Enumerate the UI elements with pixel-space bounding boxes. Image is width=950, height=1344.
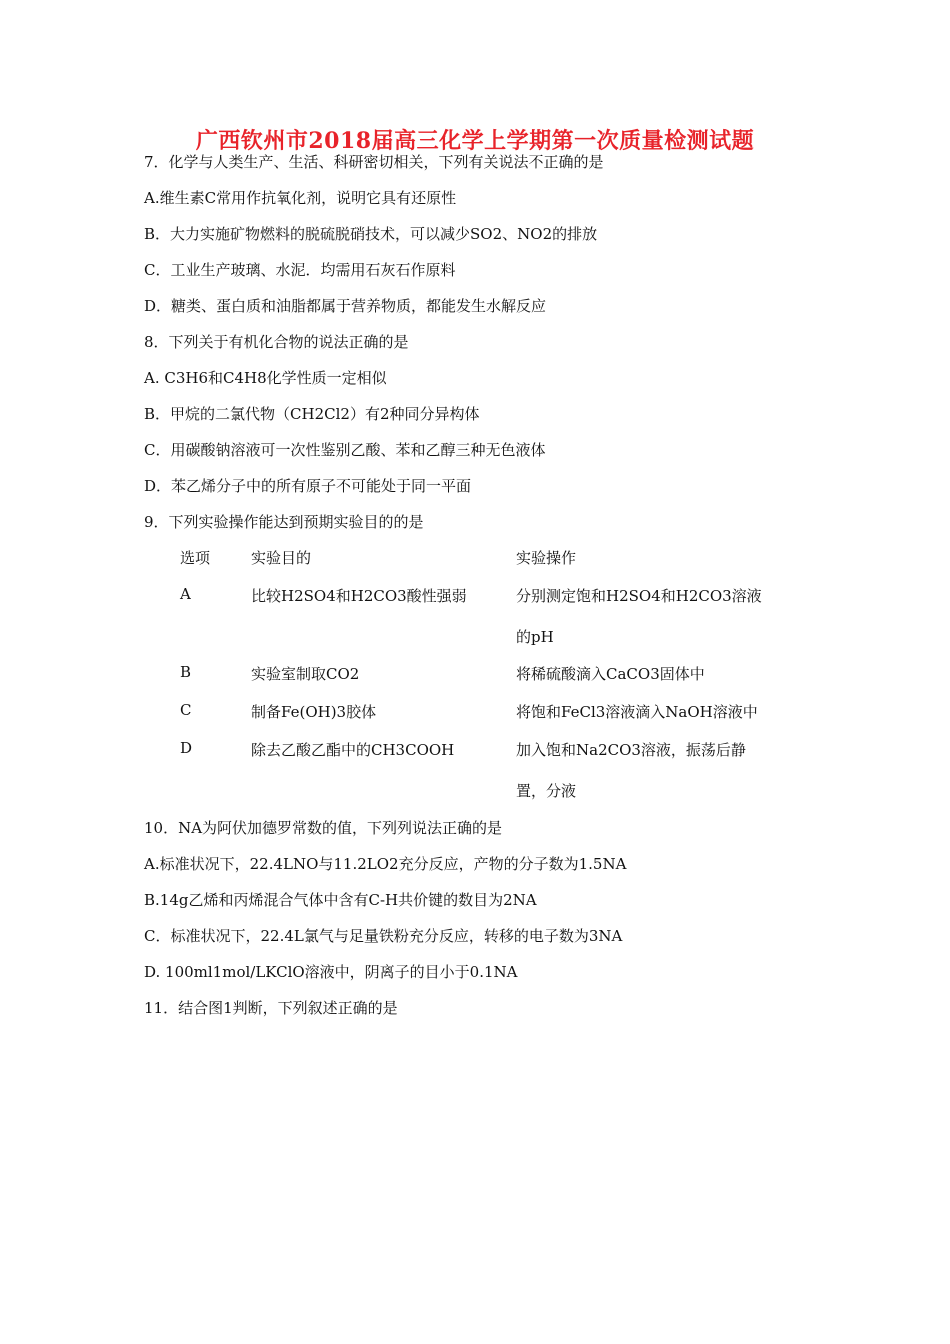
table-cell-operation: 加入饱和Na2CO3溶液，振荡后静 [516,741,746,759]
table-cell-operation-cont: 置，分液 [516,782,577,800]
q10-option-b: B.14g乙烯和丙烯混合气体中含有C-H共价键的数目为2NA [144,891,537,909]
q7-option-d: D．糖类、蛋白质和油脂都属于营养物质，都能发生水解反应 [144,297,547,315]
q7-option-a: A.维生素C常用作抗氧化剂，说明它具有还原性 [144,189,457,207]
q7-option-b: B．大力实施矿物燃料的脱硫脱硝技术，可以减少SO2、NO2的排放 [144,225,598,243]
q10-stem: 10．NA为阿伏加德罗常数的值，下列列说法正确的是 [144,819,503,837]
q8-option-d: D．苯乙烯分子中的所有原子不可能处于同一平面 [144,477,472,495]
q11-stem: 11．结合图1判断，下列叙述正确的是 [144,999,398,1017]
q7-stem: 7．化学与人类生产、生活、科研密切相关，下列有关说法不正确的是 [144,153,604,171]
table-cell-goal: 除去乙酸乙酯中的CH3COOH [251,741,455,759]
table-cell-operation: 分别测定饱和H2SO4和H2CO3溶液 [516,587,762,605]
table-cell-goal: 制备Fe(OH)3胶体 [251,703,377,721]
table-cell-goal: 实验室制取CO2 [251,665,360,683]
q8-option-b: B．甲烷的二氯代物（CH2Cl2）有2种同分异构体 [144,405,480,423]
q10-option-c: C．标准状况下，22.4L氯气与足量铁粉充分反应，转移的电子数为3NA [144,927,623,945]
table-cell-option: A [180,585,191,603]
table-header-goal: 实验目的 [251,549,312,567]
table-header-option: 选项 [180,549,211,567]
table-cell-option: C [180,701,192,719]
q7-option-c: C．工业生产玻璃、水泥．均需用石灰石作原料 [144,261,456,279]
page-title: 广西钦州市2018届高三化学上学期第一次质量检测试题 [195,128,755,154]
table-cell-operation: 将稀硫酸滴入CaCO3固体中 [516,665,705,683]
table-cell-operation: 将饱和FeCl3溶液滴入NaOH溶液中 [516,703,758,721]
table-cell-goal: 比较H2SO4和H2CO3酸性强弱 [251,587,467,605]
table-cell-operation-cont: 的pH [516,628,554,646]
table-header-operation: 实验操作 [516,549,577,567]
q10-option-d: D. 100ml1mol/LKClO溶液中，阴离子的目小于0.1NA [144,963,518,981]
q8-option-a: A. C3H6和C4H8化学性质一定相似 [144,369,387,387]
q9-stem: 9．下列实验操作能达到预期实验目的的是 [144,513,424,531]
table-cell-option: B [180,663,192,681]
q8-option-c: C．用碳酸钠溶液可一次性鉴别乙酸、苯和乙醇三种无色液体 [144,441,546,459]
q10-option-a: A.标准状况下，22.4LNO与11.2LO2充分反应，产物的分子数为1.5NA [144,855,627,873]
table-cell-option: D [180,739,193,757]
q8-stem: 8．下列关于有机化合物的说法正确的是 [144,333,409,351]
